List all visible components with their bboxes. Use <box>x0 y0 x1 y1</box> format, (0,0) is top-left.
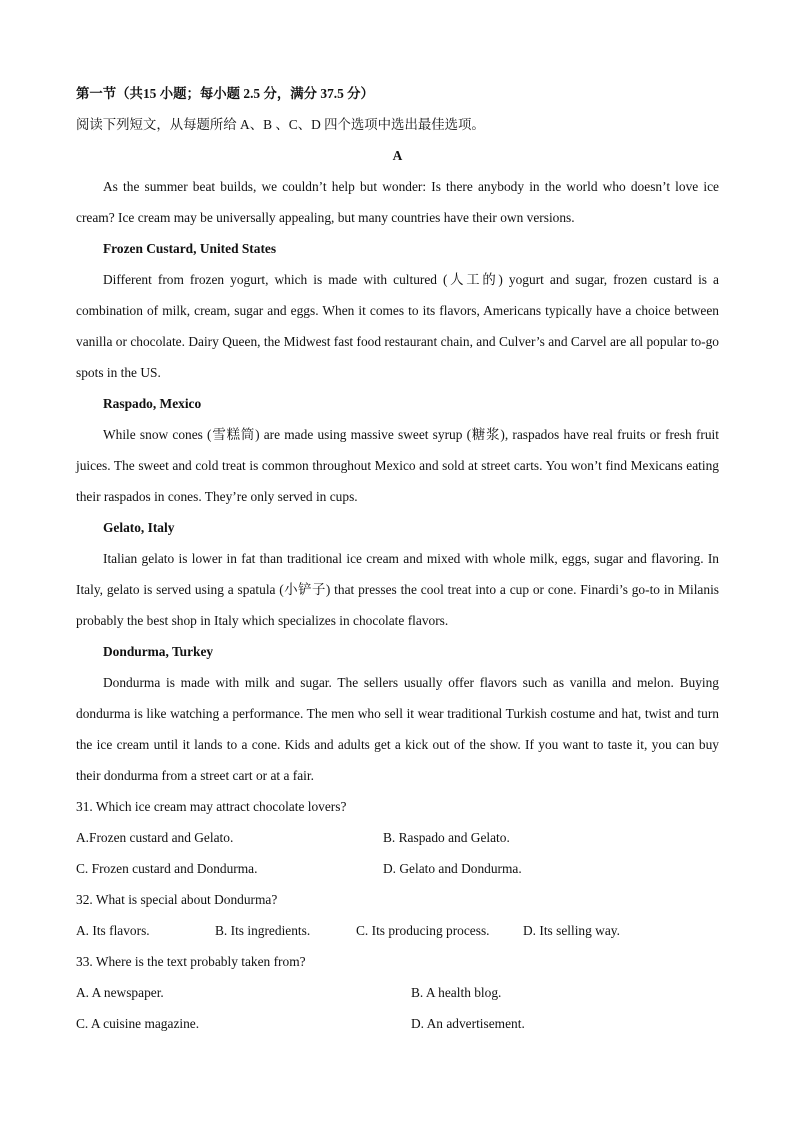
section-heading-frozen-custard: Frozen Custard, United States <box>103 241 277 256</box>
question-33-option-b: B. A health blog. <box>411 985 502 1000</box>
section-heading-dondurma: Dondurma, Turkey <box>103 644 214 659</box>
question-32-stem: 32. What is special about Dondurma? <box>76 892 278 907</box>
section-text-gelato: Italian gelato is lower in fat than traditional ice cream and mixed with whole milk, eggs, sugar and flavoring. In Italy, gelato is served using a spatula (小铲子) that presses the cool treat into a cup or cone. Finardi’s go-to in Milanis probably the best shop in Italy which specializes in chocolate flavors. <box>76 551 719 628</box>
section-title: 第一节（共15 小题；每小题 2.5 分，满分 37.5 分） <box>76 86 374 101</box>
question-31-options-row-1 <box>76 822 719 853</box>
question-31-option-b: B. Raspado and Gelato. <box>383 830 510 845</box>
question-31-options-row-2 <box>76 853 719 884</box>
question-33-option-d: D. An advertisement. <box>411 1016 525 1031</box>
question-33-options-row-2 <box>76 1008 719 1039</box>
question-31-stem: 31. Which ice cream may attract chocolate lovers? <box>76 799 347 814</box>
question-32-option-b: B. Its ingredients. <box>215 923 311 938</box>
question-33-stem: 33. Where is the text probably taken from? <box>76 954 306 969</box>
question-32-option-a: A. Its flavors. <box>76 923 150 938</box>
question-32-options-row <box>76 915 719 946</box>
question-32-option-c: C. Its producing process. <box>356 923 490 938</box>
section-instruction: 阅读下列短文，从每题所给 A、B 、C、D 四个选项中选出最佳选项。 <box>76 117 485 132</box>
question-31-option-d: D. Gelato and Dondurma. <box>383 861 522 876</box>
section-text-raspado: While snow cones (雪糕筒) are made using massive sweet syrup (糖浆), raspados have real fruits or fresh fruit juices. The sweet and cold treat is common throughout Mexico and sold at street carts. You won’t find Mexicans eating their raspados in cones. They’re only served in cups. <box>76 427 719 504</box>
passage-label: A <box>392 148 403 163</box>
section-heading-gelato: Gelato, Italy <box>103 520 175 535</box>
question-33-option-a: A. A newspaper. <box>76 985 164 1000</box>
passage-intro: As the summer beat builds, we couldn’t help but wonder: Is there anybody in the world who doesn’t love ice cream? Ice cream may be universally appealing, but many countries have their own versions. <box>76 179 719 225</box>
question-31-option-a: A.Frozen custard and Gelato. <box>76 830 234 845</box>
question-33-option-c: C. A cuisine magazine. <box>76 1016 200 1031</box>
question-32-option-d: D. Its selling way. <box>523 923 620 938</box>
question-31-option-c: C. Frozen custard and Dondurma. <box>76 861 258 876</box>
exam-page <box>76 78 719 1039</box>
section-heading-raspado: Raspado, Mexico <box>103 396 202 411</box>
section-text-frozen-custard: Different from frozen yogurt, which is made with cultured (人工的) yogurt and sugar, frozen custard is a combination of milk, cream, sugar and eggs. When it comes to its flavors, Americans typically have a choice between vanilla or chocolate. Dairy Queen, the Midwest fast food restaurant chain, and Culver’s and Carvel are all popular to-go spots in the US. <box>76 272 719 380</box>
section-text-dondurma: Dondurma is made with milk and sugar. The sellers usually offer flavors such as vanilla and melon. Buying dondurma is like watching a performance. The men who sell it wear traditional Turkish costume and hat, twist and turn the ice cream until it lands to a cone. Kids and adults get a kick out of the show. If you want to taste it, you can buy their dondurma from a street cart or at a fair. <box>76 675 719 783</box>
question-33-options-row-1 <box>76 977 719 1008</box>
